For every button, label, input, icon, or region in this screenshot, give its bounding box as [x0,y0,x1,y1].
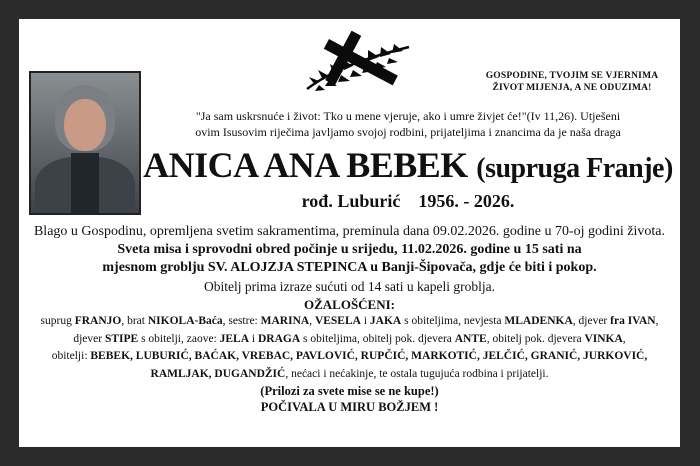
relatives-segment: s obiteljima, nevjesta [401,315,505,327]
relatives-segment: , [622,332,626,345]
relatives-segment: MARINA [260,315,310,327]
motto-line-2: ŽIVOT MIJENJA, A NE ODUZIMA! [492,83,652,93]
relatives-segment: BEBEK, LUBURIĆ, BAĆAK, VREBAC, PAVLOVIĆ, RUPČIĆ, MARKOTIĆ, JELČIĆ, GRANIĆ, JURKOVIĆ, [90,350,648,362]
relatives-segment: , sestre: [222,315,261,327]
relatives-segment: STIPE [104,332,139,345]
relatives-segment: VESELA [314,315,361,327]
relatives-segment: , brat [121,315,148,327]
motto [477,70,667,94]
relatives-segment: s obitelji, zaove: [138,332,220,345]
relatives-segment: MLADENKA [504,315,573,327]
obituary-card [19,19,680,447]
birth-info [143,190,673,212]
quote-line-1: "Ja sam uskrsnuće i život: Tko u mene vjeruje, ako i umre živjet će!"(Iv 11,26). Utješeni [195,109,621,123]
closing-note: (Prilozi za svete mise se ne kupe!) [260,384,439,398]
death-notice: Blago u Gospodinu, opremljena svetim sakramentima, preminula dana 09.02.2026. godine u 70-oj godini života. [33,224,666,239]
relatives-segment: obitelji: [51,350,91,362]
life-years: 1956. - 2026. [418,191,515,211]
relatives-segment: , [309,315,315,327]
deceased-name [143,145,673,189]
relatives-segment: DRAGA [258,332,301,345]
mourners-heading: OŽALOŠĆENI: [303,297,396,312]
relatives-segment: JELA [219,332,250,345]
relatives-segment: RAMLJAK, DUGANDŽIĆ [150,367,286,380]
relatives-segment: i [249,332,258,345]
relatives-segment: , djever [572,315,611,327]
cross-with-palm-icon [301,31,413,95]
relatives-segment: s obiteljima, obitelj pok. djevera [300,332,455,345]
condolences-note: Obitelj prima izraze sućuti od 14 sati u kapeli groblja. [204,279,495,294]
relatives-segment: djever [73,332,105,345]
relatives-line-1 [19,313,680,331]
relatives-segment: fra IVAN [610,315,656,327]
spouse-note: (supruga Franje) [476,153,673,184]
relatives-segment: VINKA [584,332,623,345]
scripture-quote [143,108,673,140]
relatives-line-3 [19,348,680,366]
relatives-segment: suprug [40,315,75,327]
funeral-line-1: Sveta misa i sprovodni obred počinje u srijedu, 11.02.2026. godine u 15 sati na [117,242,582,257]
motto-line-1: GOSPODINE, TVOJIM SE VJERNIMA [485,71,659,81]
relatives-segment: NIKOLA-Baća [147,315,223,327]
announcement-body [19,223,680,415]
rest-in-peace: POČIVALA U MIRU BOŽJEM ! [260,400,439,414]
relatives-segment: FRANJO [74,315,122,327]
relatives-segment: JAKA [369,315,402,327]
quote-line-2: ovim Isusovim riječima javljamo svojoj rodbini, prijateljima i znancima da je naša draga [195,125,621,139]
relatives-segment: ANTE [454,332,487,345]
maiden-name: rođ. Luburić [301,191,401,211]
full-name: ANICA ANA BEBEK [143,145,468,185]
relatives-segment: , obitelj pok. djevera [486,332,585,345]
funeral-line-2: mjesnom groblju SV. ALOJZJA STEPINCA u Banji-Šipovača, gdje će biti i pokop. [102,260,597,275]
relatives-segment: , [655,315,659,327]
relatives-segment: , nećaci i nećakinje, te ostala tugujuća rodbina i prijatelji. [285,367,549,380]
relatives-line-4 [19,366,680,384]
relatives-line-2 [19,331,680,349]
relatives-segment: i [360,315,370,327]
portrait-photo [29,71,141,215]
